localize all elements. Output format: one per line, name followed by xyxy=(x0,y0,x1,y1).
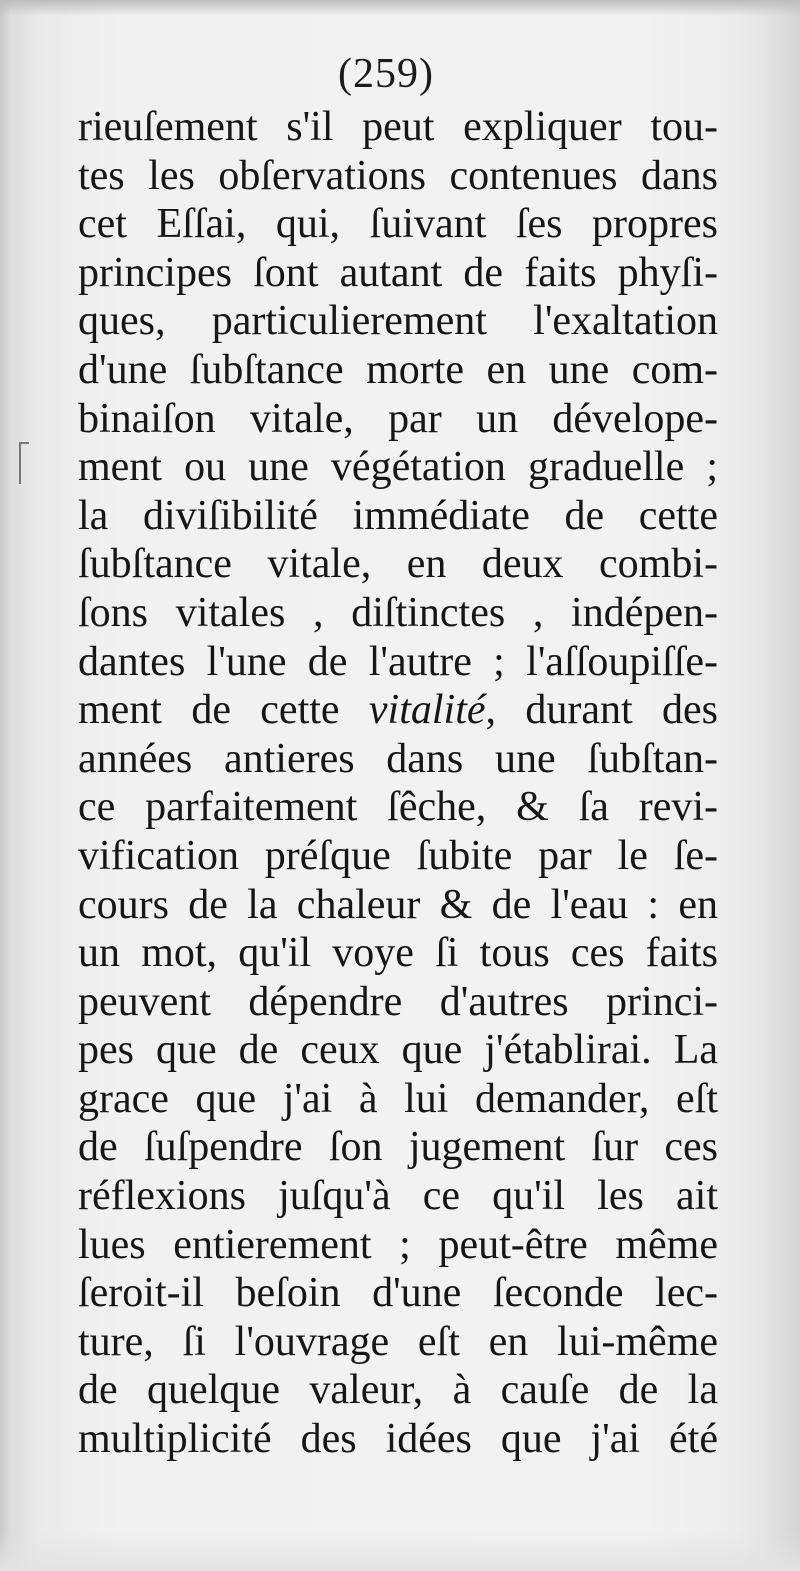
page-bottom-edge xyxy=(0,1531,800,1571)
text-line: ce parfaitement ſêche, & ſa revi- xyxy=(78,784,718,831)
text-line: de quelque valeur, à cauſe de la xyxy=(78,1367,718,1414)
text-line: multiplicité des idées que j'ai été xyxy=(78,1416,718,1463)
text-line: vification préſque ſubite par le ſe- xyxy=(78,832,718,879)
text-line: grace que j'ai à lui demander, eſt xyxy=(78,1075,718,1122)
text-line: ques, particulierement l'exaltation xyxy=(78,298,718,345)
text-line: années antieres dans une ſubſtan- xyxy=(78,735,718,782)
text-line: un mot, qu'il voye ſi tous ces faits xyxy=(78,930,718,977)
italic-word: vitalité xyxy=(368,687,486,734)
text-line: principes ſont autant de faits phyſi- xyxy=(78,249,718,296)
text-line: ture, ſi l'ouvrage eſt en lui-même xyxy=(78,1318,718,1365)
text-line: tes les obſervations contenues dans xyxy=(78,152,718,199)
margin-bracket-mark xyxy=(19,442,21,484)
text-line: d'une ſubſtance morte en une com- xyxy=(78,346,718,393)
text-line: dantes l'une de l'autre ; l'aſſoupiſſe- xyxy=(78,638,718,685)
text-line: cours de la chaleur & de l'eau : en xyxy=(78,881,718,928)
body-text xyxy=(78,103,718,1464)
page-top-shadow xyxy=(0,0,800,16)
text-line: ſons vitales , diſtinctes , indépen- xyxy=(78,589,718,636)
text-line: lues entierement ; peut-être même xyxy=(78,1221,718,1268)
text-line: ment ou une végétation graduelle ; xyxy=(78,444,718,491)
text-line: binaiſon vitale, par un dévelope- xyxy=(78,395,718,442)
text-line: peuvent dépendre d'autres princi- xyxy=(78,978,718,1025)
text-line: de ſuſpendre ſon jugement ſur ces xyxy=(78,1124,718,1171)
text-line: ſeroit-il beſoin d'une ſeconde lec- xyxy=(78,1270,718,1317)
text-line: la diviſibilité immédiate de cette xyxy=(78,492,718,539)
text-line-with-italic: ment de cette vitalité, durant des xyxy=(78,687,718,734)
text-line: cet Eſſai, qui, ſuivant ſes propres xyxy=(78,201,718,248)
text-line: ſubſtance vitale, en deux combi- xyxy=(78,541,718,588)
text-line: réflexions juſqu'à ce qu'il les ait xyxy=(78,1173,718,1220)
text-line: pes que de ceux que j'établirai. La xyxy=(78,1027,718,1074)
text-line: rieuſement s'il peut expliquer tou- xyxy=(78,104,718,150)
page-number: (259) xyxy=(338,51,434,97)
